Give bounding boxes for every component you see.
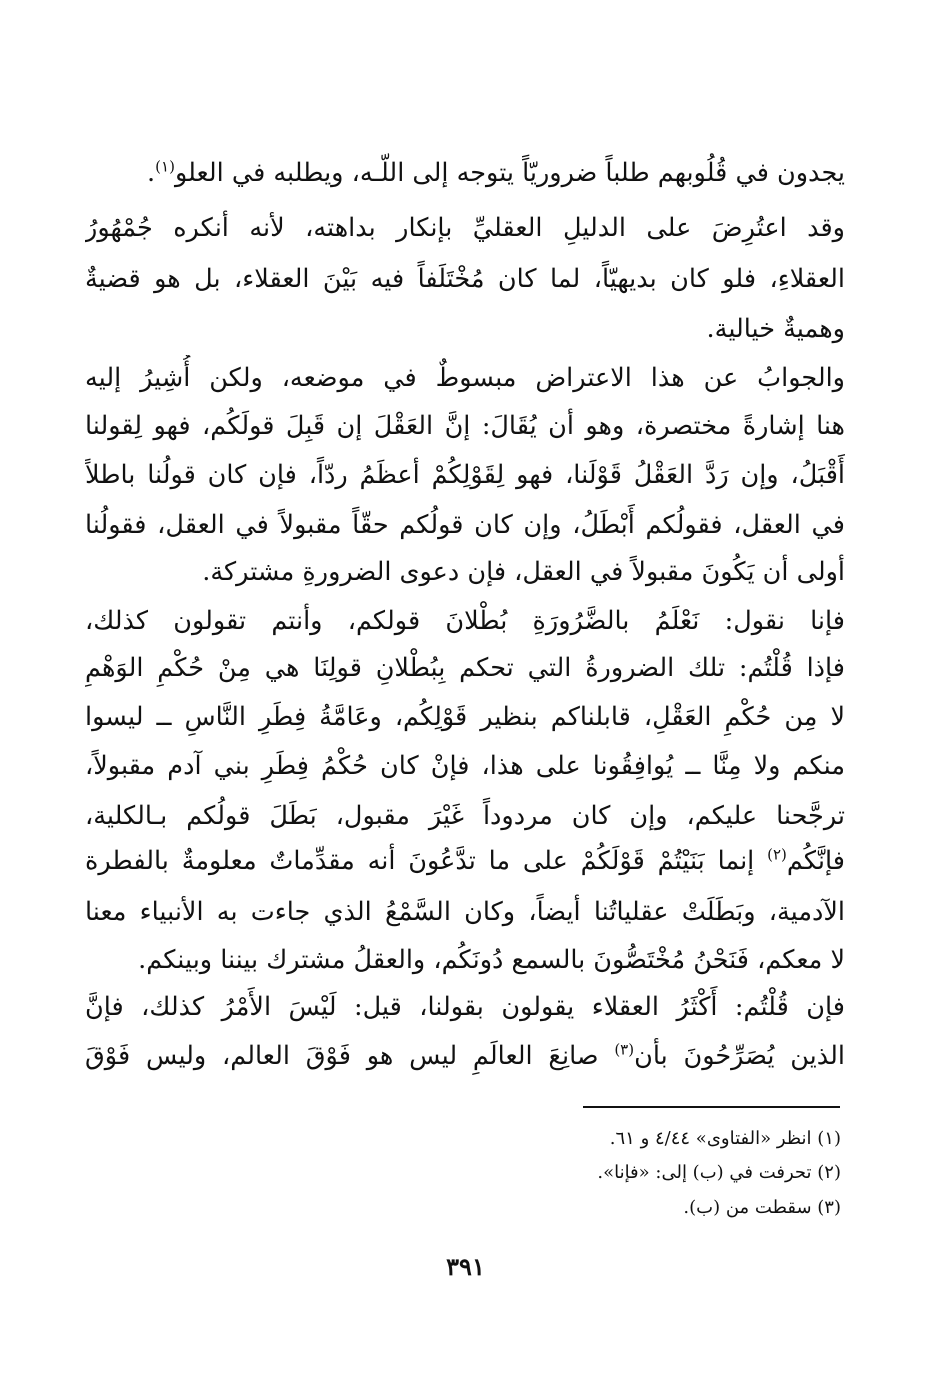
line-text: يجدون في قُلُوبهم طلباً ضروريّاً يتوجه إلى اللّـه، ويطلبه في العلو [174,158,845,188]
line-text: وهميةٌ خيالية. [706,314,845,344]
text-line [85,306,845,352]
text-line [85,403,845,449]
line-text-continued: . [147,158,156,188]
text-line [85,793,845,839]
line-text: فإن قُلْتُم: أَكْثَرُ العقلاء يقولون بقولنا، قيل: لَيْسَ الأَمْرُ كذلك، فإنَّ [85,992,845,1022]
line-text: وقد اعتُرِضَ على الدليلِ العقليِّ بإنكار بداهته، لأنه أنكره جُمْهُورُ [85,213,845,243]
footnote: (٢) تحرفت في (ب) إلى: «فإنا». [597,1162,841,1183]
line-text-continued: إنما بَنَيْتُمْ قَوْلَكُمْ على ما تدَّعُونَ أنه مقدِّماتٌ معلومةٌ بالفطرة [85,846,768,876]
footnote: (١) انظر «الفتاوى» ٤/٤٤ و ٦١. [609,1128,841,1149]
line-text: لا مِن حُكْمِ العَقْلِ، قابلناكم بنظير قَوْلِكُم، وعَامَّةُ فِطَرِ النَّاسِ ــ ليسوا [85,702,845,732]
line-text: والجوابُ عن هذا الاعتراض مبسوطٌ في موضعه، ولكن أُشِيرُ إليه [85,363,845,393]
text-line [85,150,845,196]
line-text-continued: صانِعَ العالَمِ ليس هو فَوْقَ العالم، وليس فَوْقَ [85,1041,615,1071]
footnote-marker[interactable]: (١) [155,157,175,176]
line-text: فإنَّكُم [786,846,845,876]
line-text: الآدمية، وبَطَلَتْ عقلياتُنا أيضاً، وكان السَّمْعُ الذي جاءت به الأنبياء معنا [85,897,845,927]
text-line [85,984,845,1030]
text-line [85,355,845,401]
text-line [85,645,845,691]
footnote-marker[interactable]: (٢) [767,845,787,864]
line-text: أَقْبَلُ، وإن رَدَّ العَقْلُ قَوْلَنا، فهو لِقَوْلِكُمْ أعظَمُ ردّاً، فإن كان قولُنا باطلاً [85,460,845,490]
footnote: (٣) سقطت من (ب). [683,1197,841,1218]
page-number: ٣٩١ [446,1252,485,1281]
text-line [85,598,845,644]
line-text: أولى أن يَكُونَ مقبولاً في العقل، فإن دعوى الضرورةِ مشتركة. [202,557,845,587]
footnote-marker[interactable]: (٣) [614,1040,635,1059]
line-text: هنا إشارةً مختصرة، وهو أن يُقَالَ: إنَّ العَقْلَ إن قَبِلَ قولَكُم، فهو لِقولنا [85,411,845,441]
text-line [85,937,845,983]
text-line [85,502,845,548]
text-line [85,743,845,789]
text-line [85,1033,845,1079]
line-text: في العقل، فقولُكم أَبْطَلُ، وإن كان قولُكم حقّاً مقبولاً في العقل، فقولُنا [85,510,845,540]
text-line [85,838,845,884]
footnote-separator [583,1106,840,1108]
text-line [85,694,845,740]
text-line [85,889,845,935]
line-text: لا معكم، فَنَحْنُ مُخْتَصُّونَ بالسمع دُونَكُم، والعقلُ مشترك بيننا وبينكم. [138,945,845,975]
text-line [85,256,845,302]
line-text: فإذا قُلْتُم: تلك الضرورةُ التي تحكم بِبُطْلانِ قولِنَا هي مِنْ حُكْمِ الوَهْمِ [85,653,845,683]
text-line [85,452,845,498]
line-text: فإنا نقول: نَعْلَمُ بالضَّرُورَةِ بُطْلانَ قولكم، وأنتم تقولون كذلك، [85,606,845,636]
line-text: العقلاءِ، فلو كان بديهيّاً، لما كان مُخْتَلَفاً فيه بَيْنَ العقلاء، بل هو قضيةٌ [85,264,845,294]
text-line [85,549,845,595]
text-line [85,205,845,251]
line-text: الذين يُصَرِّحُونَ بأن [634,1041,845,1071]
line-text: منكم ولا مِنَّا ــ يُوافِقُونا على هذا، فإنْ كان حُكْمُ فِطَرِ بني آدم مقبولاً، [85,751,845,781]
line-text: ترجَّحنا عليكم، وإن كان مردوداً غَيْرَ مقبول، بَطَلَ قولُكم بـالكلية، [85,801,845,831]
